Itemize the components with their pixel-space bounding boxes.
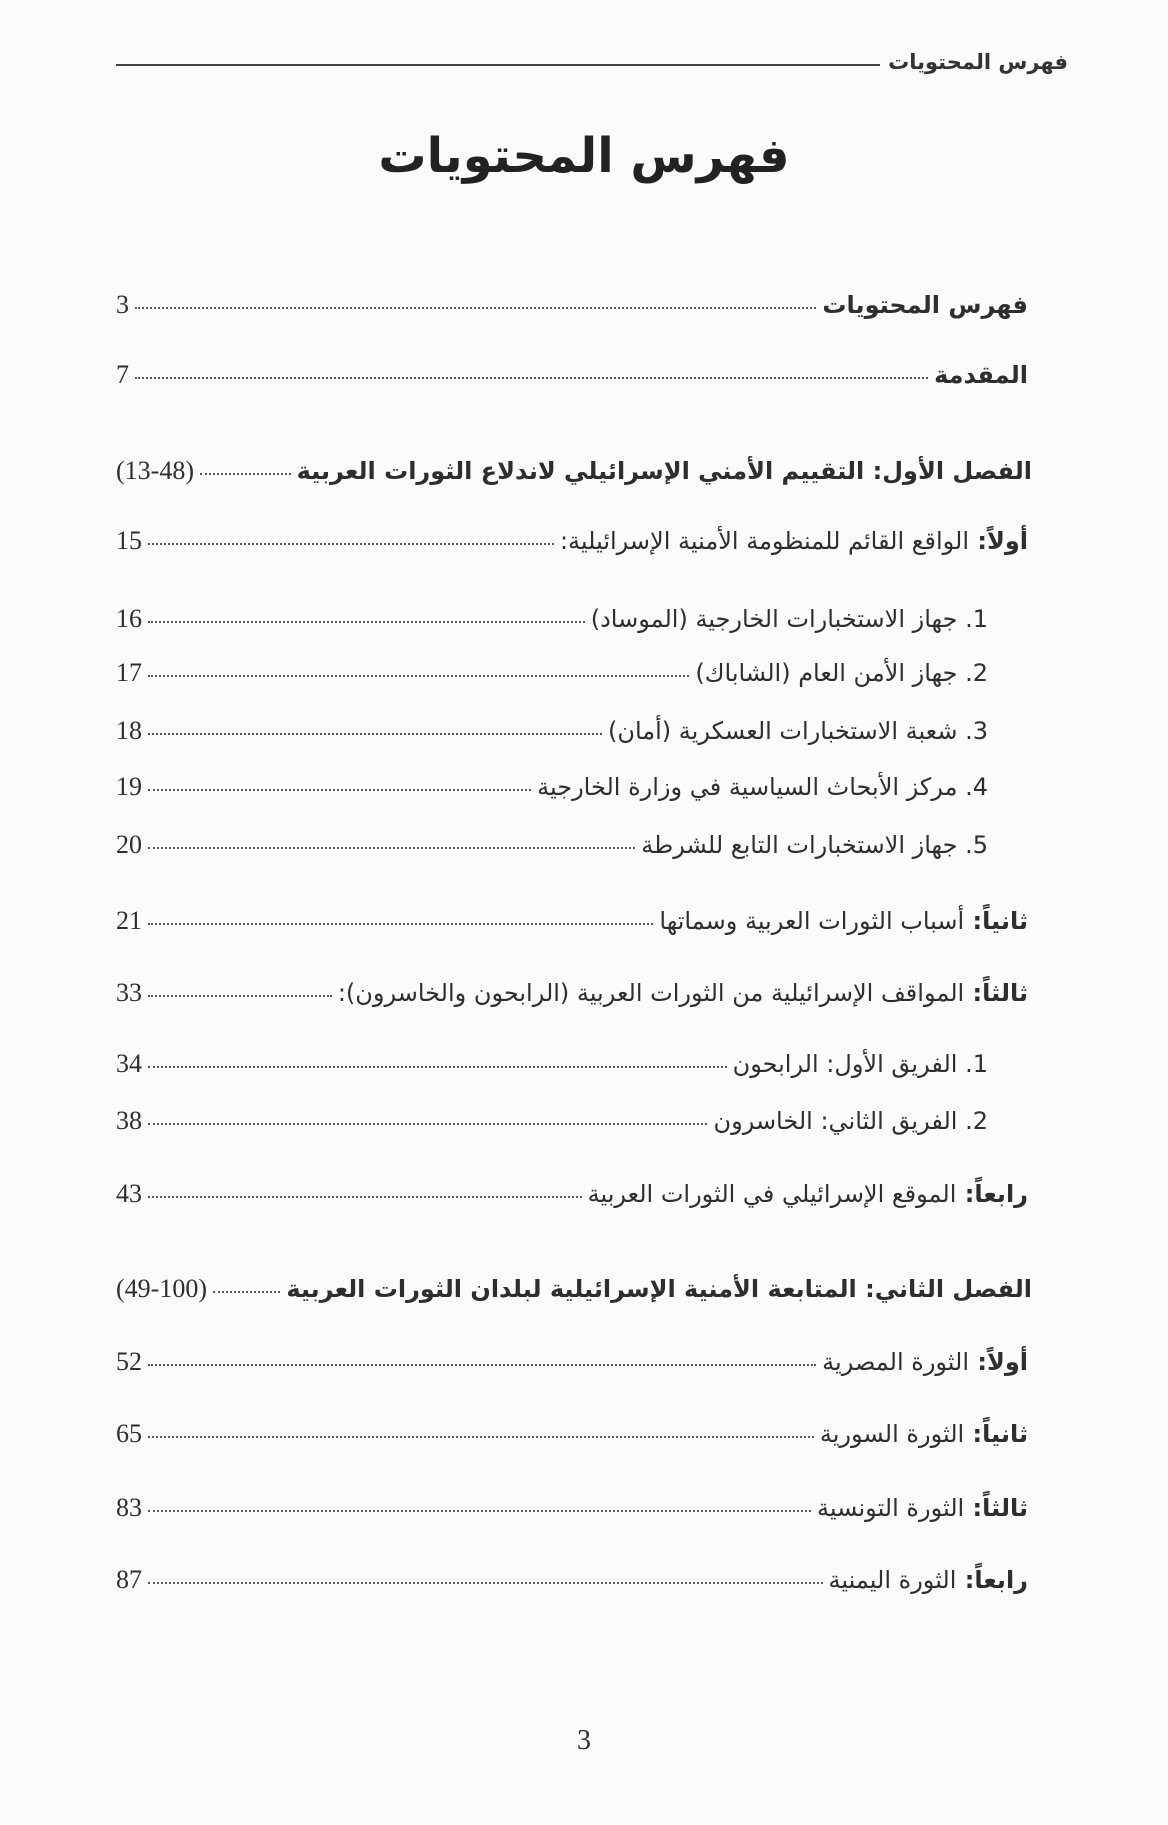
toc-entry-text: الثورة التونسية bbox=[816, 1494, 965, 1522]
toc-entry-label bbox=[733, 1050, 988, 1078]
toc-entry-page: 87 bbox=[116, 1565, 142, 1594]
dot-leader bbox=[148, 1066, 727, 1068]
toc-entry-prefix: أولاً: bbox=[969, 1348, 1028, 1376]
toc-entry[interactable] bbox=[116, 906, 1028, 942]
dot-leader bbox=[148, 1510, 811, 1512]
toc-entry-text: الموقع الإسرائيلي في الثورات العربية bbox=[587, 1180, 957, 1208]
toc-entry[interactable] bbox=[116, 1179, 1028, 1215]
running-header bbox=[116, 40, 1068, 74]
toc-entry-text: 1. الفريق الأول: الرابحون bbox=[732, 1050, 988, 1078]
toc-entry-label bbox=[713, 1107, 988, 1135]
toc-entry[interactable] bbox=[116, 716, 988, 752]
toc-entry-prefix: الفصل الثاني: bbox=[856, 1275, 1032, 1303]
toc-entry[interactable] bbox=[116, 1049, 988, 1085]
toc-entry-page: 33 bbox=[116, 978, 142, 1007]
dot-leader bbox=[148, 733, 602, 735]
toc-entry[interactable] bbox=[116, 456, 1032, 492]
toc-entry-page: 18 bbox=[116, 716, 142, 745]
toc-entry[interactable] bbox=[116, 1106, 988, 1142]
toc-entry-label bbox=[829, 1566, 1028, 1594]
toc-entry[interactable] bbox=[116, 360, 1028, 396]
toc-entry-page: (49-100) bbox=[116, 1274, 207, 1303]
toc-entry-label bbox=[588, 1180, 1028, 1208]
toc-entry[interactable] bbox=[116, 1419, 1028, 1455]
toc-entry-label bbox=[820, 1420, 1028, 1448]
toc-entry[interactable] bbox=[116, 772, 988, 808]
toc-entry[interactable] bbox=[116, 604, 988, 640]
dot-leader bbox=[148, 543, 554, 545]
running-title: فهرس المحتويات bbox=[888, 50, 1068, 74]
toc-entry-prefix: ثالثاً: bbox=[964, 1494, 1028, 1522]
toc-entry-prefix: ثالثاً: bbox=[964, 979, 1028, 1007]
toc-entry-text: الثورة اليمنية bbox=[828, 1566, 957, 1594]
toc-entry-text: 3. شعبة الاستخبارات العسكرية (أمان) bbox=[607, 717, 988, 745]
toc-entry-label bbox=[695, 659, 988, 687]
toc-entry-text: المواقف الإسرائيلية من الثورات العربية (الرابحون والخاسرون): bbox=[337, 979, 965, 1007]
toc-entry-text: 2. جهاز الأمن العام (الشاباك) bbox=[695, 659, 988, 687]
toc-entry-label bbox=[338, 979, 1028, 1007]
toc-entry-page: 3 bbox=[116, 290, 129, 319]
toc-entry-page: (13-48) bbox=[116, 456, 194, 485]
toc-entry-text: 5. جهاز الاستخبارات التابع للشرطة bbox=[641, 831, 988, 859]
toc-entry-page: 43 bbox=[116, 1179, 142, 1208]
dot-leader bbox=[148, 1123, 707, 1125]
toc-entry-prefix: رابعاً: bbox=[956, 1180, 1028, 1208]
toc-entry-text: 1. جهاز الاستخبارات الخارجية (الموساد) bbox=[590, 605, 988, 633]
dot-leader bbox=[148, 675, 689, 677]
toc-entry[interactable] bbox=[116, 1565, 1028, 1601]
toc-entry-prefix: رابعاً: bbox=[956, 1566, 1028, 1594]
dot-leader bbox=[148, 1436, 814, 1438]
toc-entry-page: 19 bbox=[116, 772, 142, 801]
toc-entry-label bbox=[560, 527, 1028, 555]
toc-entry-text: 4. مركز الأبحاث السياسية في وزارة الخارجية bbox=[537, 773, 988, 801]
toc-entry[interactable] bbox=[116, 658, 988, 694]
toc-entry-text: أسباب الثورات العربية وسماتها bbox=[659, 907, 965, 935]
toc-entry-prefix: ثانياً: bbox=[964, 1420, 1028, 1448]
toc-entry-text: المتابعة الأمنية الإسرائيلية لبلدان الثورات العربية bbox=[286, 1275, 857, 1303]
toc-entry[interactable] bbox=[116, 290, 1028, 326]
dot-leader bbox=[135, 307, 816, 309]
toc-entry-label bbox=[659, 907, 1028, 935]
toc-entry-label bbox=[608, 717, 988, 745]
toc-entry-text: الواقع القائم للمنظومة الأمنية الإسرائيلية: bbox=[559, 527, 970, 555]
toc-entry-label bbox=[286, 1275, 1032, 1303]
toc-entry-page: 7 bbox=[116, 360, 129, 389]
toc-entry-page: 38 bbox=[116, 1106, 142, 1135]
toc-entry[interactable] bbox=[116, 978, 1028, 1014]
dot-leader bbox=[135, 377, 928, 379]
toc-entry-page: 21 bbox=[116, 906, 142, 935]
toc-entry-prefix: فهرس المحتويات bbox=[822, 291, 1028, 319]
dot-leader bbox=[148, 1364, 816, 1366]
toc-entry-label bbox=[934, 361, 1028, 389]
toc-entry-page: 17 bbox=[116, 658, 142, 687]
toc-entry[interactable] bbox=[116, 1493, 1028, 1529]
dot-leader bbox=[148, 995, 332, 997]
toc-entry-page: 83 bbox=[116, 1493, 142, 1522]
dot-leader bbox=[148, 923, 653, 925]
toc-entry-text: 2. الفريق الثاني: الخاسرون bbox=[713, 1107, 988, 1135]
toc-entry[interactable] bbox=[116, 830, 988, 866]
dot-leader bbox=[148, 789, 531, 791]
page-title: فهرس المحتويات bbox=[378, 128, 790, 184]
toc-entry[interactable] bbox=[116, 1347, 1028, 1383]
toc-entry-label bbox=[297, 457, 1032, 485]
toc-entry-text: الثورة المصرية bbox=[822, 1348, 970, 1376]
dot-leader bbox=[213, 1291, 280, 1293]
dot-leader bbox=[200, 473, 291, 475]
toc-entry-label bbox=[537, 773, 988, 801]
toc-entry-page: 15 bbox=[116, 526, 142, 555]
toc-entry-label bbox=[817, 1494, 1028, 1522]
dot-leader bbox=[148, 847, 635, 849]
toc-entry-text: الثورة السورية bbox=[819, 1420, 965, 1448]
toc-entry-label bbox=[822, 291, 1028, 319]
toc-entry-page: 65 bbox=[116, 1419, 142, 1448]
toc-entry[interactable] bbox=[116, 526, 1028, 562]
toc-entry-page: 16 bbox=[116, 604, 142, 633]
toc-entry-page: 20 bbox=[116, 830, 142, 859]
toc-entry-page: 52 bbox=[116, 1347, 142, 1376]
toc-entry-prefix: ثانياً: bbox=[964, 907, 1028, 935]
toc-entry-label bbox=[641, 831, 988, 859]
toc-entry-prefix: الفصل الأول: bbox=[864, 457, 1032, 485]
toc-entry-prefix: المقدمة bbox=[934, 361, 1028, 389]
toc-entry-prefix: أولاً: bbox=[969, 527, 1028, 555]
dot-leader bbox=[148, 621, 585, 623]
toc-entry-label bbox=[822, 1348, 1028, 1376]
page-number: 3 bbox=[577, 1725, 591, 1756]
toc-entry-label bbox=[591, 605, 988, 633]
toc-entry-text: التقييم الأمني الإسرائيلي لاندلاع الثورات العربية bbox=[296, 457, 865, 485]
toc-entry[interactable] bbox=[116, 1274, 1032, 1310]
header-rule bbox=[116, 64, 880, 66]
dot-leader bbox=[148, 1196, 582, 1198]
dot-leader bbox=[148, 1582, 823, 1584]
toc-entry-page: 34 bbox=[116, 1049, 142, 1078]
